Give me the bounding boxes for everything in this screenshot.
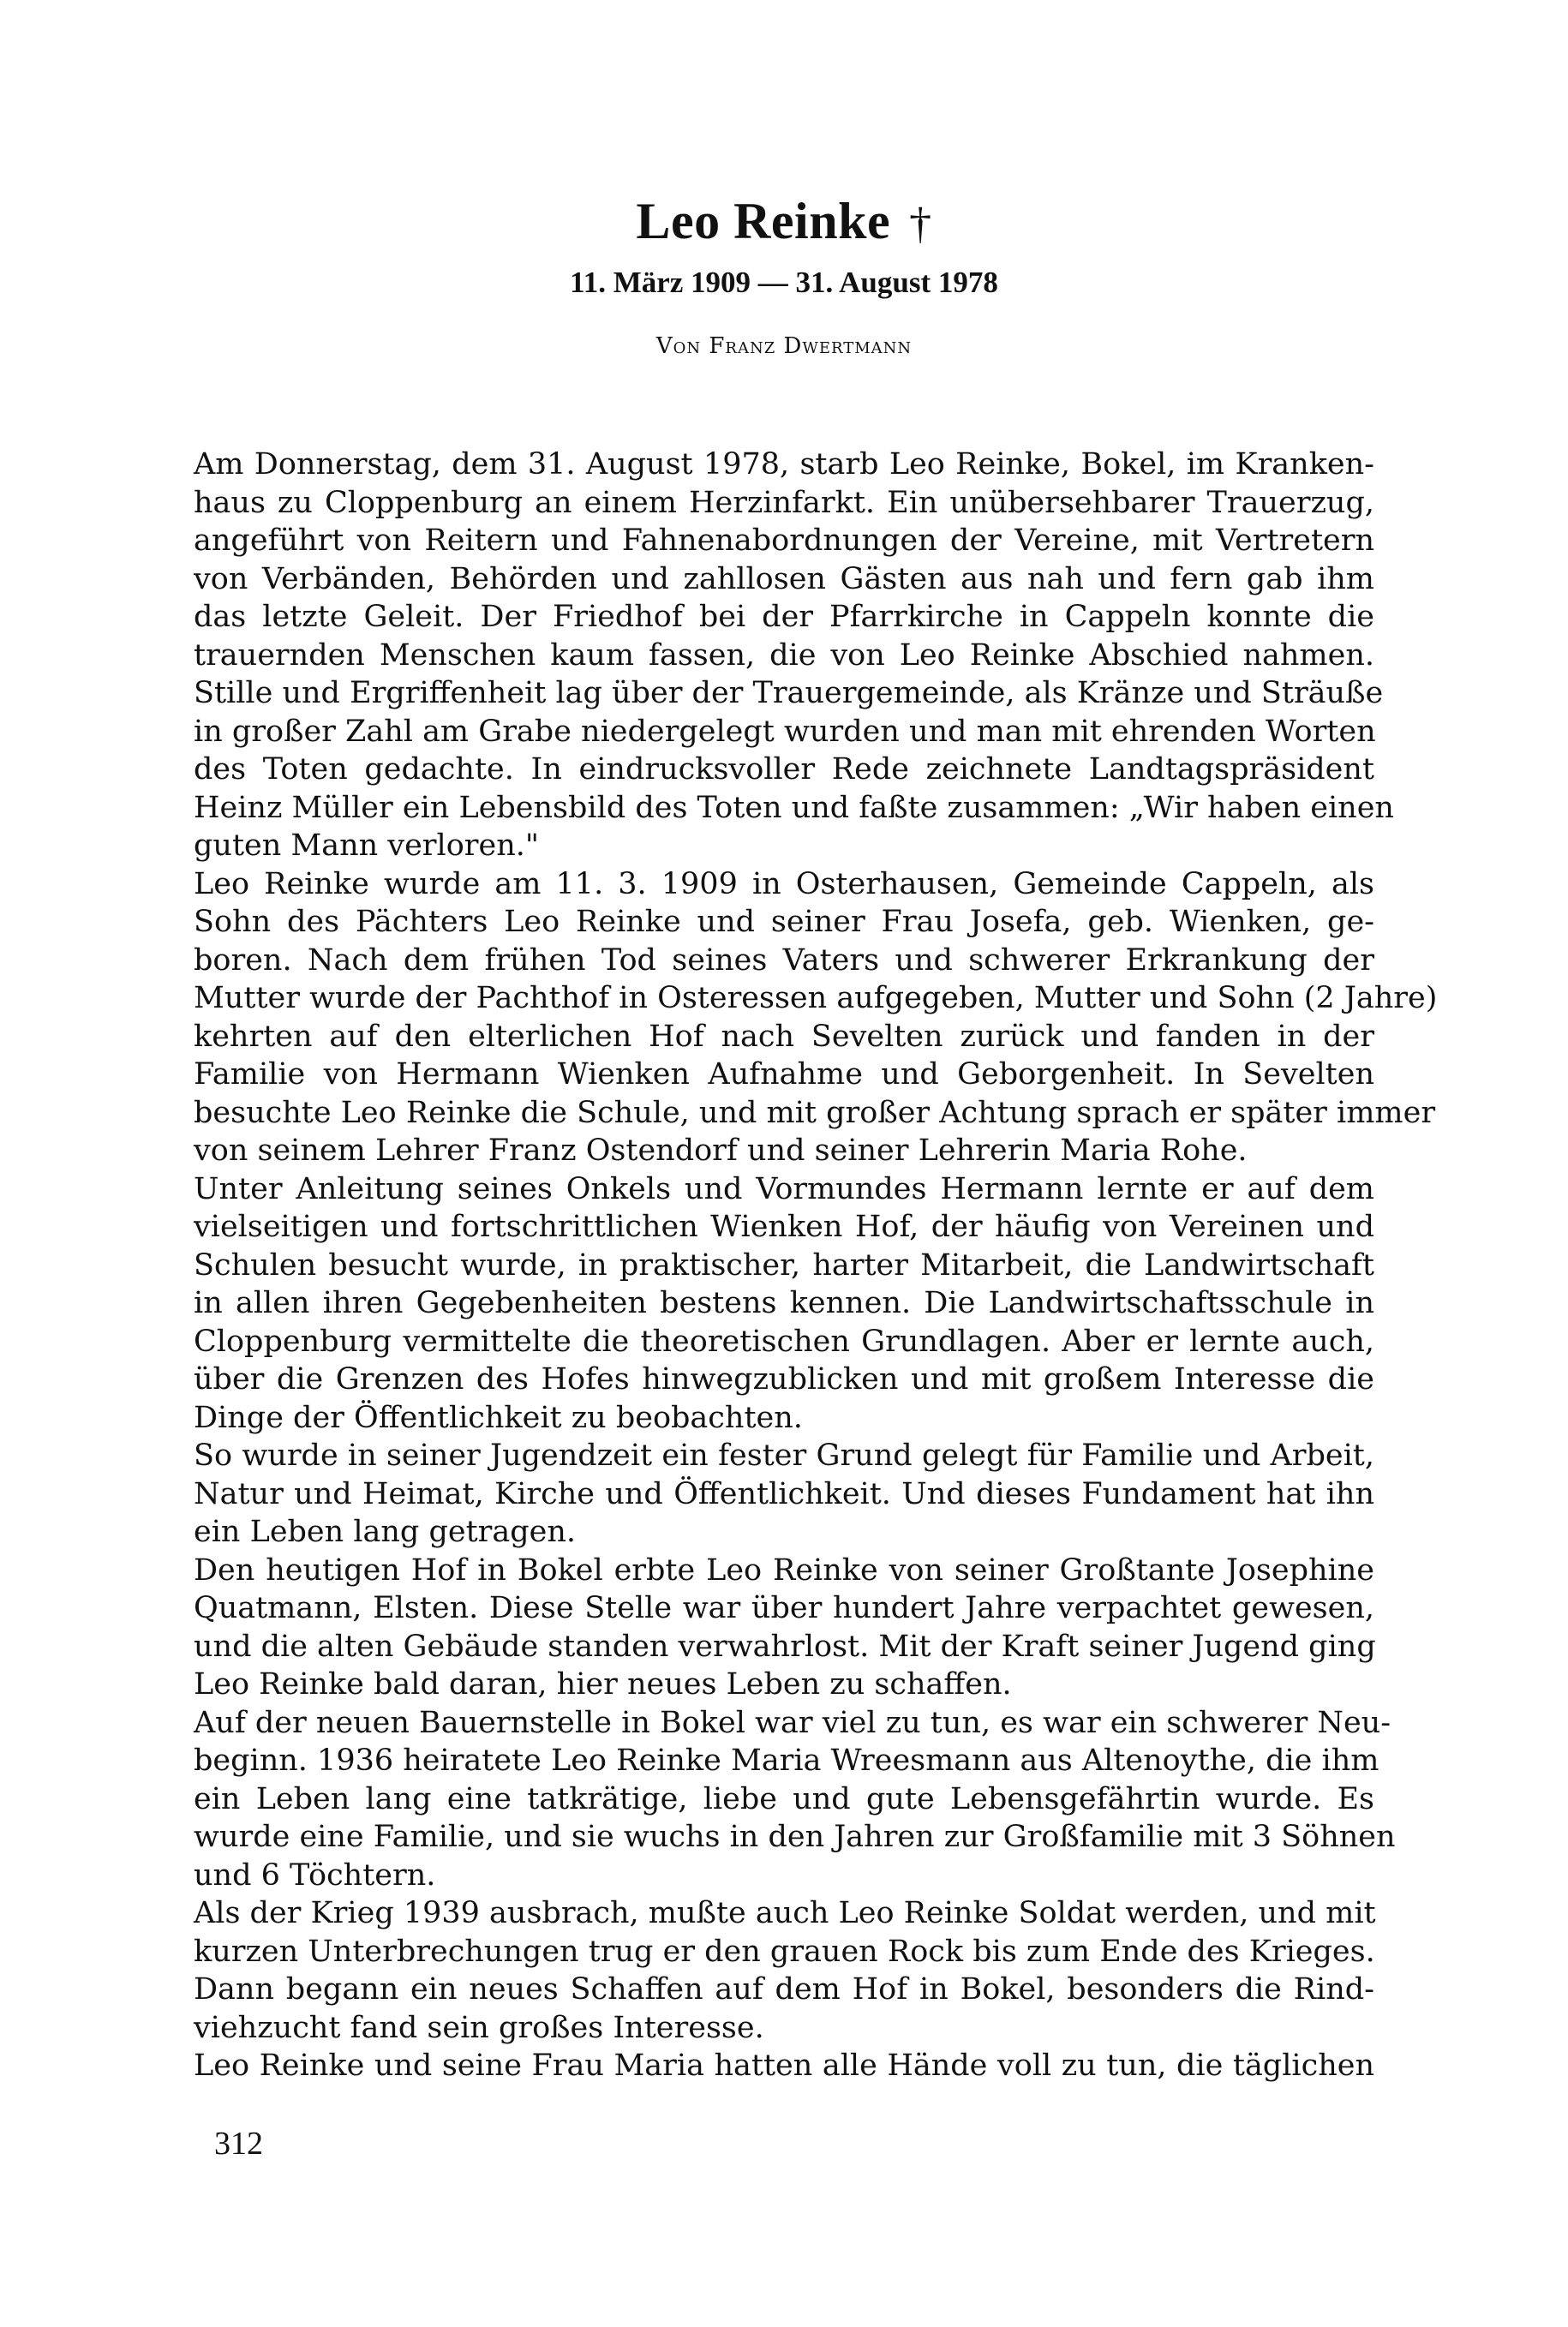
text-line: Als der Krieg 1939 ausbrach, mußte auch Leo Reinke Soldat werden, und mit — [194, 1896, 1376, 1930]
text-line: Sohn des Pächters Leo Reinke und seiner Frau Josefa, geb. Wienken, ge- — [194, 905, 1374, 939]
text-line: Dinge der Öffentlichkeit zu beobachten. — [194, 1400, 803, 1435]
text-line: Stille und Ergriffenheit lag über der Trauergemeinde, als Kränze und Sträuße — [194, 676, 1384, 710]
title-text: Leo Reinke — [636, 193, 891, 249]
text-line: Den heutigen Hof in Bokel erbte Leo Reinke von seiner Großtante Josephine — [194, 1552, 1374, 1588]
text-line: angeführt von Reitern und Fahnenabordnungen der Vereine, mit Vertretern — [194, 523, 1374, 558]
text-line: von Verbänden, Behörden und zahllosen Gästen aus nah und fern gab ihm — [194, 561, 1374, 596]
text-line: in großer Zahl am Grabe niedergelegt wurden und man mit ehrenden Worten — [194, 714, 1376, 749]
text-line: über die Grenzen des Hofes hinwegzublicken und mit großem Interesse die — [194, 1362, 1374, 1397]
text-line: kehrten auf den elterlichen Hof nach Sevelten zurück und fanden in der — [194, 1019, 1374, 1054]
text-line: ein Leben lang getragen. — [194, 1515, 577, 1549]
text-line: des Toten gedachte. In eindrucksvoller Rede zeichnete Landtagspräsident — [194, 752, 1374, 787]
dagger-icon: † — [909, 200, 932, 248]
text-line: Leo Reinke bald daran, hier neues Leben zu schaffen. — [194, 1667, 1012, 1702]
text-line: Leo Reinke wurde am 11. 3. 1909 in Osterhausen, Gemeinde Cappeln, als — [194, 866, 1374, 901]
article-body — [194, 446, 1438, 2085]
text-line: das letzte Geleit. Der Friedhof bei der Pfarrkirche in Cappeln konnte die — [194, 600, 1374, 634]
text-line: Am Donnerstag, dem 31. August 1978, starb Leo Reinke, Bokel, im Kranken- — [194, 447, 1374, 482]
text-line: Heinz Müller ein Lebensbild des Toten und faßte zusammen: „Wir haben einen — [194, 790, 1394, 825]
text-line: und 6 Töchtern. — [194, 1857, 436, 1893]
page-number: 312 — [214, 2126, 263, 2162]
text-line: besuchte Leo Reinke die Schule, und mit großer Achtung sprach er später immer — [194, 1095, 1436, 1130]
text-line: Natur und Heimat, Kirche und Öffentlichkeit. Und dieses Fundament hat ihn — [194, 1476, 1374, 1511]
text-line: Unter Anleitung seines Onkels und Vormundes Hermann lernte er auf dem — [194, 1171, 1374, 1206]
life-dates: 11. März 1909 — 31. August 1978 — [570, 266, 998, 299]
text-line: und die alten Gebäude standen verwahrlost. Mit der Kraft seiner Jugend ging — [194, 1629, 1376, 1664]
text-line: beginn. 1936 heiratete Leo Reinke Maria Wreesmann aus Altenoythe, die ihm — [194, 1744, 1379, 1778]
text-line: Auf der neuen Bauernstelle in Bokel war viel zu tun, es war ein schwerer Neu- — [194, 1705, 1391, 1740]
article-title — [0, 190, 1568, 255]
text-line: boren. Nach dem frühen Tod seines Vaters und schwerer Erkrankung der — [194, 942, 1374, 978]
text-line: viehzucht fand sein großes Interesse. — [194, 2010, 764, 2045]
text-line: ein Leben lang eine tatkrätige, liebe und gute Lebensgefährtin wurde. Es — [194, 1781, 1374, 1816]
author-byline: Von Franz Dwertmann — [655, 333, 913, 359]
text-line: kurzen Unterbrechungen trug er den grauen Rock bis zum Ende des Krieges. — [194, 1934, 1375, 1969]
text-line: wurde eine Familie, und sie wuchs in den Jahren zur Großfamilie mit 3 Söhnen — [194, 1820, 1396, 1854]
text-line: in allen ihren Gegebenheiten bestens kennen. Die Landwirtschaftsschule in — [194, 1286, 1374, 1320]
text-line: haus zu Cloppenburg an einem Herzinfarkt. Ein unübersehbarer Trauerzug, — [194, 485, 1374, 520]
text-line: Quatmann, Elsten. Diese Stelle war über hundert Jahre verpachtet gewesen, — [194, 1591, 1374, 1625]
text-line: guten Mann verloren." — [194, 829, 539, 863]
text-line: Cloppenburg vermittelte die theoretischen Grundlagen. Aber er lernte auch, — [194, 1324, 1374, 1359]
text-line: Dann begann ein neues Schaffen auf dem Hof in Bokel, besonders die Rind- — [194, 1972, 1374, 2007]
text-line: Schulen besucht wurde, in praktischer, harter Mitarbeit, die Landwirtschaft — [194, 1247, 1374, 1283]
text-line: Mutter wurde der Pachthof in Osteressen aufgegeben, Mutter und Sohn (2 Jahre) — [194, 981, 1438, 1015]
text-line: vielseitigen und fortschrittlichen Wienken Hof, der häufig von Vereinen und — [194, 1210, 1374, 1244]
text-line: von seinem Lehrer Franz Ostendorf und seiner Lehrerin Maria Rohe. — [194, 1134, 1248, 1168]
text-line: So wurde in seiner Jugendzeit ein fester Grund gelegt für Familie und Arbeit, — [194, 1439, 1374, 1473]
text-line: trauernden Menschen kaum fassen, die von Leo Reinke Abschied nahmen. — [194, 637, 1374, 673]
text-line: Leo Reinke und seine Frau Maria hatten alle Hände voll zu tun, die täglichen — [194, 2049, 1374, 2083]
text-line: Familie von Hermann Wienken Aufnahme und Geborgenheit. In Sevelten — [194, 1057, 1374, 1092]
